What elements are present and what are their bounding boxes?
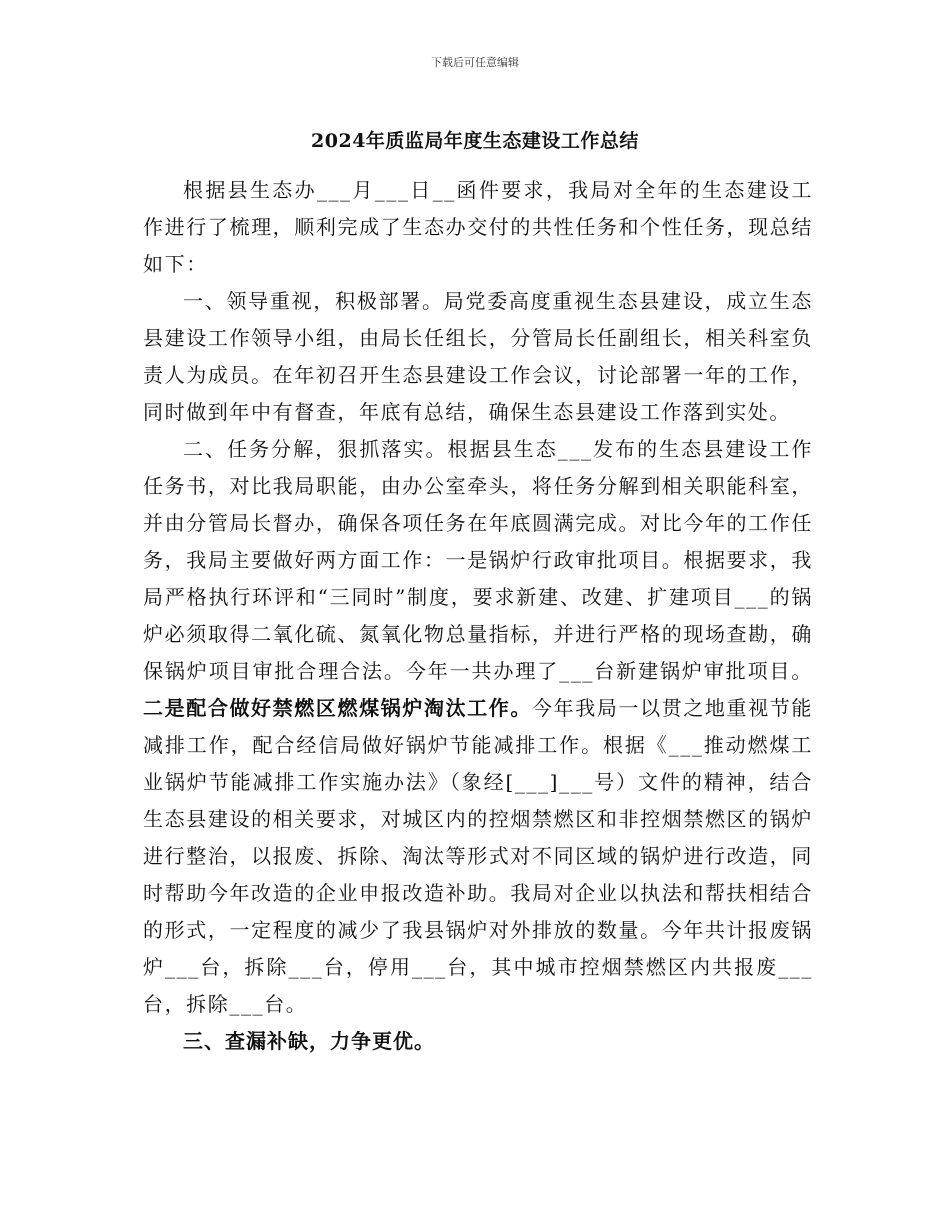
document-title: 2024年质监局年度生态建设工作总结 <box>311 130 639 152</box>
paragraph-section-1: 一、领导重视，积极部署。局党委高度重视生态县建设，成立生态县建设工作领导小组，由局长任组长，分管局长任副组长，相关科室负责人为成员。在年初召开生态县建设工作会议，讨论部署一年的工作，同时做到年中有督查，年底有总结，确保生态县建设工作落到实处。 <box>143 289 813 424</box>
paragraph-intro: 根据县生态办___月___日__函件要求，我局对全年的生态建设工作进行了梳理，顺利完成了生态办交付的共性任务和个性任务，现总结如下： <box>143 178 813 276</box>
paragraph-section-2-part-2: 今年我局一以贯之地重视节能减排工作，配合经信局做好锅炉节能减排工作。根据《___推动燃煤工业锅炉节能减排工作实施办法》（象经[___]___号）文件的精神，结合生态县建设的相关要求，对城区内的控烟禁燃区和非控烟禁燃区的锅炉进行整治，以报废、拆除、淘汰等形式对不同区域的锅炉进行改造，同时帮助今年改造的企业申报改造补助。我局对企业以执法和帮扶相结合的形式，一定程度的减少了我县锅炉对外排放的数量。今年共计报废锅炉___台，拆除___台，停用___台，其中城市控烟禁燃区内共报废___台，拆除___台。 <box>143 696 813 1016</box>
document-body <box>143 172 813 1060</box>
paragraph-section-2-bold: 二是配合做好禁燃区燃煤锅炉淘汰工作。 <box>143 696 533 720</box>
paragraph-section-2-part-1: 二、任务分解，狠抓落实。根据县生态___发布的生态县建设工作任务书，对比我局职能，由办公室牵头，将任务分解到相关职能科室，并由分管局长督办，确保各项任务在年底圆满完成。对比今年的工作任务，我局主要做好两方面工作：一是锅炉行政审批项目。根据要求，我局严格执行环评和“三同时”制度，要求新建、改建、扩建项目___的锅炉必须取得二氧化硫、氮氧化物总量指标，并进行严格的现场查勘，确保锅炉项目审批合理合法。今年一共办理了___台新建锅炉审批项目。 <box>143 437 813 683</box>
header-note: 下载后可任意编辑 <box>431 56 519 69</box>
section-3-heading: 三、查漏补缺，力争更优。 <box>183 1029 435 1053</box>
paragraph-section-2 <box>143 431 813 1023</box>
